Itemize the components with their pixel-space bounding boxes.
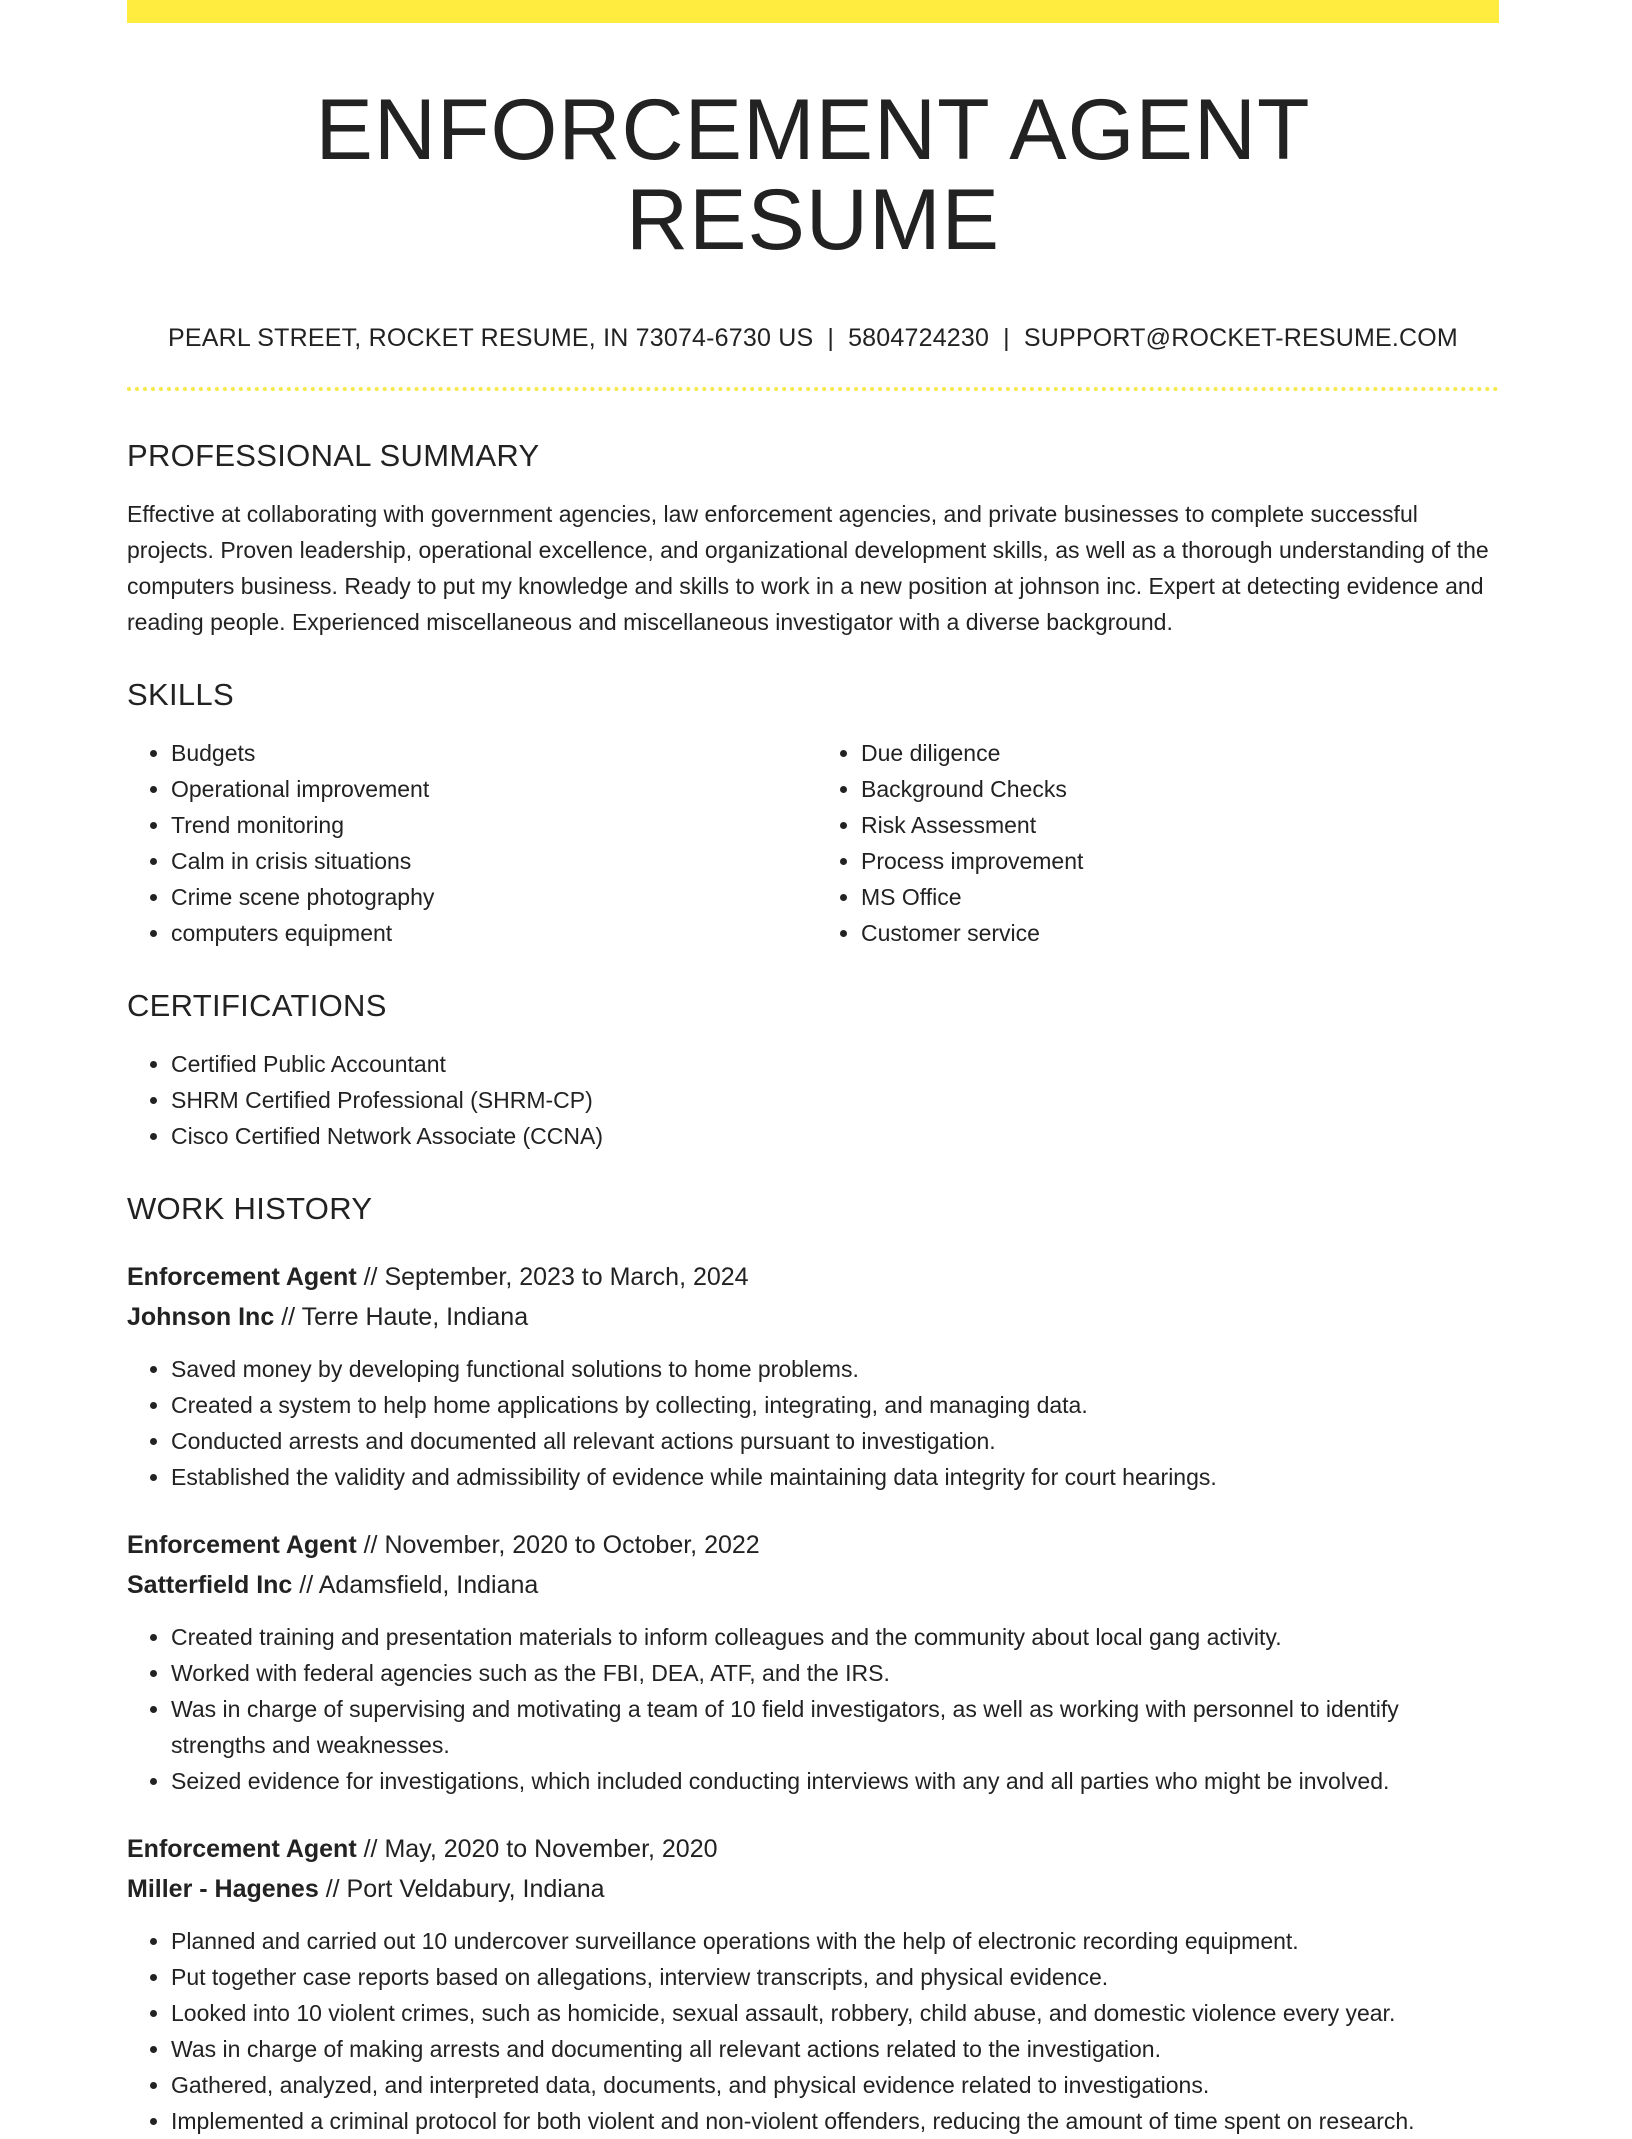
certifications-list: [127, 1046, 1499, 1154]
skill-item: • computers equipment: [171, 915, 813, 951]
skill-item: • Process improvement: [861, 843, 1499, 879]
resume-page: [127, 0, 1499, 2139]
job-title-line: [127, 1525, 1499, 1565]
job-bullets: [127, 1923, 1499, 2139]
job-title: Enforcement Agent: [127, 1263, 357, 1292]
skill-item: • Trend monitoring: [171, 807, 813, 843]
company-name: Miller - Hagenes: [127, 1875, 319, 1904]
job-bullet: • Looked into 10 violent crimes, such as homicide, sexual assault, robbery, child abuse, and domestic violence every year.: [171, 1995, 1499, 2031]
skill-item: • Operational improvement: [171, 771, 813, 807]
dotted-divider: [127, 387, 1499, 391]
company-name: Satterfield Inc: [127, 1571, 293, 1600]
job-bullet: • Implemented a criminal protocol for both violent and non-violent offenders, reducing the amount of time spent on research.: [171, 2103, 1499, 2139]
company-location: // Port Veldabury, Indiana: [325, 1875, 605, 1904]
job-bullets: [127, 1619, 1499, 1799]
skill-item: • Risk Assessment: [861, 807, 1499, 843]
job-title-line: [127, 1829, 1499, 1869]
skills-list-right: [813, 735, 1499, 951]
job-bullet: • Was in charge of making arrests and documenting all relevant actions related to the investigation.: [171, 2031, 1499, 2067]
job-bullet: • Gathered, analyzed, and interpreted data, documents, and physical evidence related to investigations.: [171, 2067, 1499, 2103]
skill-item: • Customer service: [861, 915, 1499, 951]
skills-list-left: [127, 735, 813, 951]
skill-item: • Background Checks: [861, 771, 1499, 807]
skill-item: • Budgets: [171, 735, 813, 771]
company-location: // Terre Haute, Indiana: [281, 1303, 529, 1332]
certifications-heading: CERTIFICATIONS: [127, 987, 387, 1023]
skill-item: • MS Office: [861, 879, 1499, 915]
job-bullet: • Planned and carried out 10 undercover surveillance operations with the help of electronic recording equipment.: [171, 1923, 1499, 1959]
skill-item: • Crime scene photography: [171, 879, 813, 915]
job-bullet: • Saved money by developing functional solutions to home problems.: [171, 1351, 1499, 1387]
summary-text: Effective at collaborating with government agencies, law enforcement agencies, and private businesses to complete successful projects. Proven leadership, operational excellence, and organizational development skills, as well as a thorough understanding of the computers business. Ready to put my knowledge and skills to work in a new position at johnson inc. Expert at detecting evidence and reading people. Experienced miscellaneous and miscellaneous investigator with a diverse background.: [127, 500, 1489, 635]
job-title-line: [127, 1257, 1499, 1297]
job-dates: // May, 2020 to November, 2020: [363, 1835, 718, 1864]
job-bullet: • Seized evidence for investigations, which included conducting interviews with any and all parties who might be involved.: [171, 1763, 1499, 1799]
job-title: Enforcement Agent: [127, 1835, 357, 1864]
work-history-heading: WORK HISTORY: [127, 1191, 373, 1227]
certification-item: • Cisco Certified Network Associate (CCNA): [171, 1118, 1499, 1154]
job-dates: // September, 2023 to March, 2024: [363, 1263, 749, 1292]
resume-title: ENFORCEMENT AGENT RESUME: [315, 82, 1311, 269]
job-bullet: • Was in charge of supervising and motivating a team of 10 field investigators, as well as working with personnel to identify strengths and weaknesses.: [171, 1691, 1499, 1763]
job-company-line: [127, 1869, 1499, 1909]
phone-text: 5804724230: [848, 323, 990, 352]
email-text: SUPPORT@ROCKET-RESUME.COM: [1023, 323, 1458, 352]
job-entry: [127, 1257, 1499, 1495]
skills-heading: SKILLS: [127, 676, 234, 712]
job-bullet: • Worked with federal agencies such as the FBI, DEA, ATF, and the IRS.: [171, 1655, 1499, 1691]
job-dates: // November, 2020 to October, 2022: [363, 1531, 760, 1560]
address-text: PEARL STREET, ROCKET RESUME, IN 73074-6730 US: [168, 323, 814, 352]
certification-item: • SHRM Certified Professional (SHRM-CP): [171, 1082, 1499, 1118]
accent-top-bar: [127, 0, 1499, 23]
separator: |: [1003, 323, 1010, 352]
job-company-line: [127, 1565, 1499, 1605]
skill-item: • Due diligence: [861, 735, 1499, 771]
separator: |: [827, 323, 835, 352]
job-bullet: • Put together case reports based on allegations, interview transcripts, and physical evidence.: [171, 1959, 1499, 1995]
job-bullet: • Created a system to help home applications by collecting, integrating, and managing data.: [171, 1387, 1499, 1423]
summary-heading: PROFESSIONAL SUMMARY: [127, 437, 540, 473]
job-entry: [127, 1525, 1499, 1799]
job-bullet: • Conducted arrests and documented all relevant actions pursuant to investigation.: [171, 1423, 1499, 1459]
job-entry: [127, 1829, 1499, 2139]
contact-line: [127, 324, 1499, 353]
company-location: // Adamsfield, Indiana: [299, 1571, 539, 1600]
job-company-line: [127, 1297, 1499, 1337]
skills-grid: [127, 713, 1499, 951]
company-name: Johnson Inc: [127, 1303, 275, 1332]
job-bullet: • Established the validity and admissibility of evidence while maintaining data integrity for court hearings.: [171, 1459, 1499, 1495]
certification-item: • Certified Public Accountant: [171, 1046, 1499, 1082]
skill-item: • Calm in crisis situations: [171, 843, 813, 879]
job-bullets: [127, 1351, 1499, 1495]
job-title: Enforcement Agent: [127, 1531, 357, 1560]
job-bullet: • Created training and presentation materials to inform colleagues and the community about local gang activity.: [171, 1619, 1499, 1655]
